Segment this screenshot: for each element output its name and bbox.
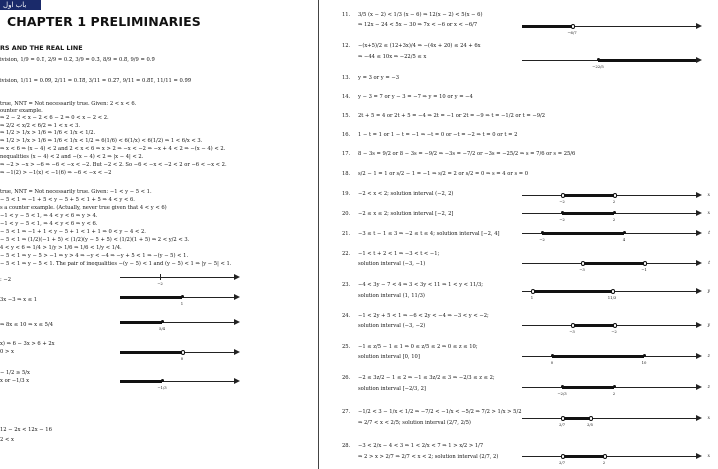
arrow-right-icon xyxy=(234,378,240,384)
number-line-axis xyxy=(522,456,696,457)
problem-number: 14. xyxy=(342,94,351,100)
variable-label: x xyxy=(707,454,710,459)
arrow-right-icon xyxy=(696,288,702,294)
number-line xyxy=(522,452,710,465)
text-line: −1 < y − 5 < 1, ⇒ 4 < y < 6 ⇒ y < 6. xyxy=(0,221,98,227)
number-line xyxy=(522,209,710,222)
number-line xyxy=(522,321,710,334)
tick-label: 2 xyxy=(612,391,616,396)
problem-number: 18. xyxy=(342,171,351,177)
solution-segment xyxy=(120,380,162,383)
number-line xyxy=(522,414,710,427)
tick-label: 1 xyxy=(180,301,184,306)
column-divider xyxy=(318,0,319,469)
closed-endpoint xyxy=(161,379,164,382)
tick-label: 2 xyxy=(612,217,616,222)
problem-line xyxy=(342,211,453,217)
problem-text: y = 3 or y = −3 xyxy=(358,75,399,81)
problem-line xyxy=(342,375,495,381)
solution-segment xyxy=(542,232,624,235)
text-line: ⇒ 2/2 < x/2 < 6/2 ⇒ 1 < x < 3. xyxy=(0,123,81,129)
open-endpoint xyxy=(561,416,565,420)
problem-text: −(x+5)/2 ≤ (12+3x)/4 ⇒ −(4x + 20) ≤ 24 + 6x xyxy=(358,43,481,49)
tick-label: −2 xyxy=(611,329,617,334)
problem-line xyxy=(342,282,483,288)
arrow-right-icon xyxy=(696,415,702,421)
tick-label: −3 xyxy=(569,329,575,334)
text-line: − 5 < 1 ⇒ −1 + 5 < y − 5 + 5 < 1 + 5 ⇒ 4 < y < 6. xyxy=(0,197,135,203)
problem-number: 24. xyxy=(342,313,351,319)
problem-line: solution interval [−2/3, 2] xyxy=(358,386,426,392)
text-line: −1 < y − 5 < 1, ⇒ 4 < y < 6 ⇒ y > 4. xyxy=(0,213,98,219)
arrow-right-icon xyxy=(234,294,240,300)
problem-number: 22. xyxy=(342,251,351,257)
variable-label: z xyxy=(707,385,710,390)
problem-number: 16. xyxy=(342,132,351,138)
problem-text: −1 < t + 2 < 1 ⇒ −3 < t < −1; xyxy=(358,251,440,257)
solution-segment xyxy=(120,351,182,354)
problem-number: 28. xyxy=(342,443,351,449)
variable-label: t xyxy=(708,231,710,236)
text-line: true, NNT = Not necessarily true. Given: −1 < y − 5 < 1. xyxy=(0,189,152,195)
tick-label: 2/7 xyxy=(558,460,566,465)
problem-number: 20. xyxy=(342,211,351,217)
problem-line: ⇒ 2 > x > 2/7 ⇒ 2/7 < x < 2; solution interval (2/7, 2) xyxy=(358,454,499,460)
tick-label: 10 xyxy=(641,360,647,365)
open-endpoint xyxy=(643,261,647,265)
tick-label: 4 xyxy=(622,237,626,242)
tick-label: −2 xyxy=(157,281,163,286)
tick-label: 2/7 xyxy=(558,422,566,427)
problem-text: −2 < x < 2; solution interval (−2, 2) xyxy=(358,191,454,197)
solution-segment xyxy=(522,25,572,28)
exercise-line: 0 > x xyxy=(0,349,14,355)
solution-segment xyxy=(582,262,644,265)
closed-endpoint xyxy=(161,320,164,323)
chapter-banner: ﺑﺎﺏ ﺍﻭﻝ xyxy=(0,0,41,10)
text-line: ⇒ x < 6 ⇒ (x − 4) < 2 and 2 < x < 6 ⇒ x > 2 ⇒ −x < −2 ⇒ −x + 4 < 2 ⇒ −(x − 4) < 2. xyxy=(0,146,226,152)
arrow-right-icon xyxy=(696,57,702,63)
closed-endpoint xyxy=(623,231,626,234)
open-endpoint xyxy=(561,193,565,197)
problem-text: 2t + 5 = 4 or 2t + 5 = −4 ⇒ 2t = −1 or 2t = −9 ⇒ t = −1/2 or t = −9/2 xyxy=(358,113,546,119)
number-line xyxy=(120,348,240,361)
problem-line: solution interval (1, 11/3) xyxy=(358,293,425,299)
tick-label: −2 xyxy=(539,237,545,242)
number-line-axis xyxy=(522,418,696,419)
open-endpoint xyxy=(181,350,185,354)
problem-line xyxy=(342,409,522,415)
problem-line xyxy=(342,443,483,449)
closed-endpoint xyxy=(181,295,184,298)
tick-label: 0 xyxy=(550,360,554,365)
problem-number: 12. xyxy=(342,43,351,49)
problem-line xyxy=(342,12,483,18)
tick-label: 2 xyxy=(612,199,616,204)
problem-number: 26. xyxy=(342,375,351,381)
problem-text: −2 ≤ 3z/2 − 1 ≤ 2 ⇒ −1 ≤ 3z/2 ≤ 3 ⇒ −2/3 ≤ z ≤ 2; xyxy=(358,375,495,381)
problem-text: −1 ≤ z/5 − 1 ≤ 1 ⇒ 0 ≤ z/5 ≤ 2 ⇒ 0 ≤ z ≤ 10; xyxy=(358,344,478,350)
tick-label: 1 xyxy=(530,295,534,300)
text-line: nequalities (x − 4) < 2 and −(x − 4) < 2 ⇒ |x − 4| < 2. xyxy=(0,154,144,160)
tick-label: −6/7 xyxy=(567,30,577,35)
open-endpoint xyxy=(589,416,593,420)
problem-line: solution interval (−3, −1) xyxy=(358,261,426,267)
tick-label: −2 xyxy=(559,217,565,222)
tick-label: 0 xyxy=(180,356,184,361)
open-endpoint xyxy=(603,454,607,458)
exercise-line: ⇒ 8x ≤ 10 ⇒ x ≤ 5/4 xyxy=(0,322,54,328)
problem-line xyxy=(342,251,439,257)
text-line: 4 < y < 6 ⇒ 1/4 > 1/y > 1/6 ⇒ 1/6 < 1/y < 1/4. xyxy=(0,245,122,251)
exercise-line: 12 − 2x < 12x − 16 xyxy=(0,427,52,433)
number-line xyxy=(120,377,240,390)
closed-endpoint xyxy=(613,385,616,388)
exercise-line: x or −1/3 x xyxy=(0,378,30,384)
tick-label: −2 xyxy=(559,199,565,204)
problem-text: 1 − t = 1 or 1 − t = −1 ⇒ −t = 0 or −t = −2 ⇒ t = 0 or t = 2 xyxy=(358,132,518,138)
number-line xyxy=(522,22,702,35)
problem-number: 19. xyxy=(342,191,351,197)
problem-text: −1 < 2y + 5 < 1 ⇒ −6 < 2y < −4 ⇒ −3 < y < −2; xyxy=(358,313,489,319)
variable-label: x xyxy=(707,416,710,421)
variable-label: y xyxy=(707,323,710,328)
arrow-right-icon xyxy=(696,353,702,359)
arrow-right-icon xyxy=(696,322,702,328)
problem-line xyxy=(342,171,528,177)
number-line xyxy=(120,273,240,286)
number-line xyxy=(522,191,710,204)
solution-segment xyxy=(572,324,614,327)
arrow-right-icon xyxy=(696,210,702,216)
solution-segment xyxy=(562,212,614,215)
problem-line xyxy=(342,191,453,197)
problem-text: 8 − 3s = 9/2 or 8 − 3s = −9/2 ⇒ −3s = −7/2 or −3s = −25/2 ⇒ s = 7/6 or s = 25/6 xyxy=(358,151,576,157)
problem-number: 11. xyxy=(342,12,351,18)
solution-segment xyxy=(552,355,644,358)
text-line: ounter example. xyxy=(0,108,43,114)
problem-line xyxy=(342,231,500,237)
solution-segment xyxy=(562,386,614,389)
number-line xyxy=(522,259,710,272)
number-line xyxy=(522,352,710,365)
problem-line: solution interval [0, 10] xyxy=(358,354,420,360)
variable-label: y xyxy=(707,289,710,294)
problem-text: s/2 − 1 = 1 or s/2 − 1 = −1 ⇒ s/2 = 2 or s/2 = 0 ⇒ s = 4 or s = 0 xyxy=(358,171,529,177)
solution-segment xyxy=(532,290,612,293)
tick-label: 11/3 xyxy=(607,295,617,300)
number-line xyxy=(120,318,240,331)
problem-number: 13. xyxy=(342,75,351,81)
problem-number: 27. xyxy=(342,409,351,415)
solution-segment xyxy=(120,321,162,324)
text-line: s a counter example. (Actually, never true given that 4 < y < 6) xyxy=(0,205,167,211)
text-line: − 5 < 1 ⇒ −1 + 1 < y − 5 + 1 < 1 + 1 ⇒ 0 < y − 4 < 2. xyxy=(0,229,146,235)
tick-label: −1/3 xyxy=(157,385,167,390)
problem-text: −3 ≤ t − 1 ≤ 3 ⇒ −2 ≤ t ≤ 4; solution interval [−2, 4] xyxy=(358,231,500,237)
problem-line xyxy=(342,113,545,119)
open-endpoint xyxy=(581,261,585,265)
problem-text: −2 ≤ x ≤ 2; solution interval [−2, 2] xyxy=(358,211,454,217)
text-line: − 5 < 1 ⇒ y − 5 > −1 ⇒ y > 4 ⇒ −y < −4 ⇒ −y + 5 < 1 ⇒ −(y − 5) < 1. xyxy=(0,253,189,259)
closed-endpoint xyxy=(613,211,616,214)
problem-text: −3 < 2/x − 4 < 3 ⇒ 1 < 2/x < 7 ⇒ 1 > x/2 > 1/7 xyxy=(358,443,484,449)
solution-segment xyxy=(120,296,182,299)
text-line: ivision, 1/9 = 0.1̄, 2/9 = 0.2̄, 3/9 = 0.3̄, 8/9 = 0.8̄, 9/9 = 0.9̄ xyxy=(0,57,155,63)
problem-line: ⇒ 2/7 < x < 2/5; solution interval (2/7, 2/5) xyxy=(358,420,471,426)
arrow-right-icon xyxy=(696,260,702,266)
variable-label: t xyxy=(708,261,710,266)
problem-line: ⇒ −44 ≤ 10x ⇒ −22/5 ≤ x xyxy=(358,54,427,60)
arrow-right-icon xyxy=(234,274,240,280)
problem-number: 25. xyxy=(342,344,351,350)
tick-label: 2 xyxy=(602,460,606,465)
chapter-title: CHAPTER 1 PRELIMINARIES xyxy=(7,14,201,29)
number-line xyxy=(522,383,710,396)
variable-label: x xyxy=(707,211,710,216)
exercise-line: 2 < x xyxy=(0,437,14,443)
number-line xyxy=(120,293,240,306)
arrow-right-icon xyxy=(696,453,702,459)
text-line: − 5 < 1 ⇒ y − 5 < 1. The pair of inequalities −(y − 5) < 1 and (y − 5) < 1 ⇒ |y − 5| < 1. xyxy=(0,261,232,267)
problem-text: −1/2 < 3 − 1/x < 1/2 ⇒ −7/2 < −1/x < −5/2 ⇒ 7/2 > 1/x > 5/2 xyxy=(358,409,522,415)
open-endpoint xyxy=(613,323,617,327)
right-column xyxy=(322,0,718,469)
tick-label: −22/5 xyxy=(592,64,604,69)
open-endpoint xyxy=(571,323,575,327)
problem-text: −4 < 3y − 7 < 4 ⇒ 3 < 3y < 11 ⇒ 1 < y < 11/3; xyxy=(358,282,484,288)
open-endpoint xyxy=(531,289,535,293)
open-endpoint xyxy=(611,289,615,293)
arrow-right-icon xyxy=(696,192,702,198)
solution-segment xyxy=(562,455,604,458)
text-line: ivision, 1/11 = 0.0̄9̄, 2/11 = 0.1̄8̄, 3/11 = 0.2̄7̄, 9/11 = 0.8̄1̄, 11/11 = 0.9̄9̄ xyxy=(0,78,192,84)
closed-endpoint xyxy=(643,354,646,357)
text-line: true, NNT = Not necessarily true. Given: 2 < x < 6. xyxy=(0,101,137,107)
problem-line xyxy=(342,75,399,81)
variable-label: z xyxy=(707,354,710,359)
text-line: ⇒ 2 − 2 < x − 2 < 6 − 2 ⇒ 0 < x − 2 < 2. xyxy=(0,115,109,121)
problem-line xyxy=(342,43,481,49)
problem-number: 23. xyxy=(342,282,351,288)
arrow-right-icon xyxy=(234,349,240,355)
exercise-line: 3x −3 ⇒ x ≤ 1 xyxy=(0,297,38,303)
number-line-axis xyxy=(120,277,234,278)
problem-line: ⇒ 12x − 24 < 5x − 30 ⇒ 7x < −6 or x < −6/7 xyxy=(358,22,478,28)
problem-text: y − 3 = 7 or y − 3 = −7 ⇒ y = 10 or y = −4 xyxy=(358,94,473,100)
problem-line xyxy=(342,94,473,100)
solution-segment xyxy=(598,59,696,62)
text-line: ⇒ −2 > −x > −6 ⇒ −6 < −x < −2. But −2 < 2. So −6 < −x < −2 < 2 or −6 < −x < 2. xyxy=(0,162,227,168)
text-line: − 5 < 1 ⇒ (1/2)(−1 + 5) < (1/2)(y − 5 + 5) < (1/2)(1 + 5) ⇒ 2 < y/2 < 3. xyxy=(0,237,190,243)
tick-label: −2/3 xyxy=(557,391,567,396)
variable-label: x xyxy=(707,193,710,198)
number-line xyxy=(522,56,702,69)
problem-text: 3/5 (x − 2) < 1/3 (x − 6) ⇒ 12(x − 2) < 5(x − 6) xyxy=(358,12,483,18)
left-column xyxy=(0,0,318,469)
section-title: RS AND THE REAL LINE xyxy=(0,44,83,52)
exercise-line: x) ⇒ 6 − 3x > 6 + 2x xyxy=(0,341,55,347)
arrow-right-icon xyxy=(696,23,702,29)
problem-line xyxy=(342,344,478,350)
number-line xyxy=(522,229,710,242)
problem-number: 15. xyxy=(342,113,351,119)
text-line: ⇒ −1(2) > −1(x) < −1(6) ⇒ −6 < −x < −2 xyxy=(0,170,112,176)
exercise-line: : −2 xyxy=(0,277,12,283)
problem-line xyxy=(342,151,575,157)
problem-number: 17. xyxy=(342,151,351,157)
number-line xyxy=(522,287,710,300)
arrow-right-icon xyxy=(696,384,702,390)
text-line: ⇒ 1/2 > 1/x > 1/6 ⇒ 1/6 < 1/x < 1/2 ⇒ 6(1/6) < 6(1/x) < 6(1/2) ⇒ 1 < 6/x < 3. xyxy=(0,138,203,144)
arrow-right-icon xyxy=(234,319,240,325)
text-line: ⇒ 1/2 > 1/x > 1/6 ⇒ 1/6 < 1/x < 1/2. xyxy=(0,130,96,136)
open-endpoint xyxy=(613,193,617,197)
solution-segment xyxy=(562,194,614,197)
problem-line: solution interval (−3, −2) xyxy=(358,323,426,329)
problem-line xyxy=(342,313,489,319)
arrow-right-icon xyxy=(696,230,702,236)
tick-label: −1 xyxy=(641,267,647,272)
tick-label: 2/5 xyxy=(586,422,594,427)
problem-line xyxy=(342,132,517,138)
solution-segment xyxy=(562,417,590,420)
tick-label: 5/4 xyxy=(158,326,166,331)
tick-label: −3 xyxy=(579,267,585,272)
problem-number: 21. xyxy=(342,231,351,237)
open-endpoint xyxy=(571,24,575,28)
tick-mark xyxy=(160,274,161,280)
exercise-line: − 1/2 ≥ 5/x xyxy=(0,370,30,376)
open-endpoint xyxy=(561,454,565,458)
